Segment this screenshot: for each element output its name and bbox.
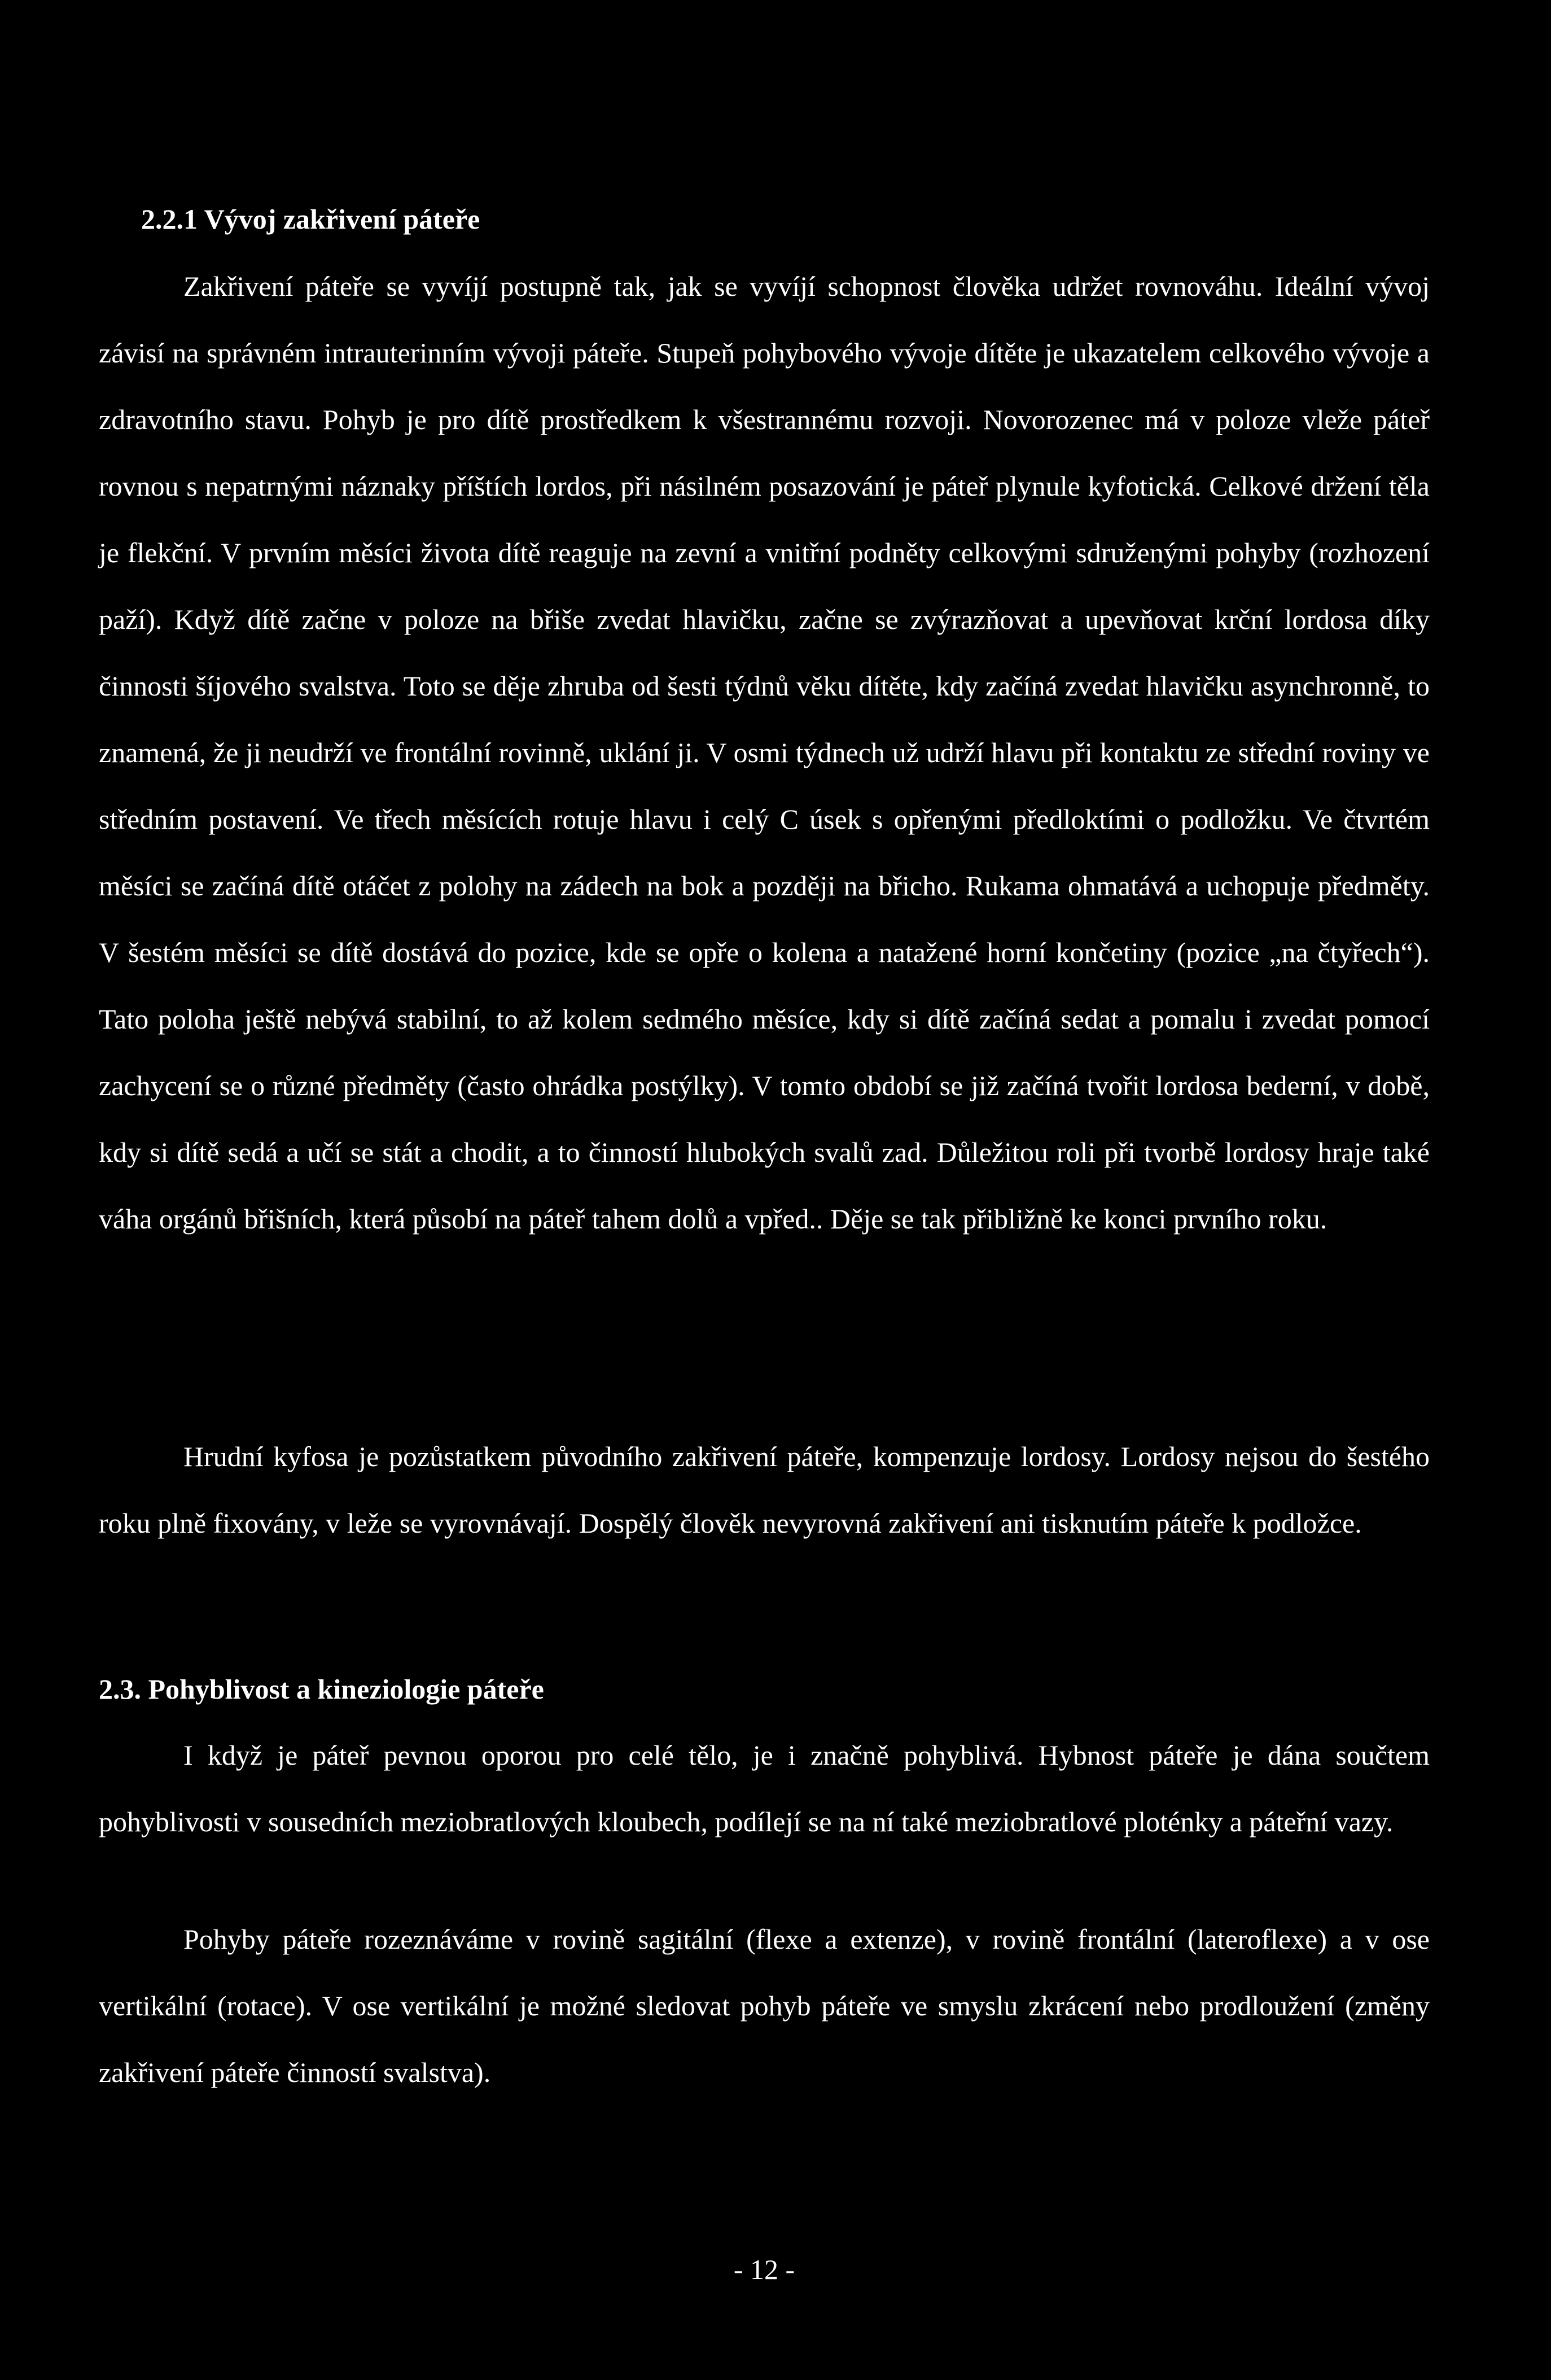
paragraph-spine-movements: Pohyby páteře rozeznáváme v rovině sagitální (flexe a extenze), v rovině frontální (lateroflexe) a v ose vertikální (rotace). V ose vertikální je možné sledovat pohyb páteře ve smyslu zkrácení nebo prodloužení (změny zakřivení páteře činností svalstva). [99,1923,1430,2088]
section-heading-2-3: 2.3. Pohyblivost a kineziologie páteře [99,1673,544,1705]
document-page [99,0,1430,2380]
paragraph-spine-mobility: I když je páteř pevnou oporou pro celé tělo, je i značně pohyblivá. Hybnost páteře je dána součtem pohyblivosti v sousedních meziobratlových kloubech, podílejí se na ní také meziobratlové ploténky a páteřní vazy. [99,1739,1430,1838]
paragraph-spine-curvature-development: Zakřivení páteře se vyvíjí postupně tak, jak se vyvíjí schopnost člověka udržet rovnováhu. Ideální vývoj závisí na správném intrauterinním vývoji páteře. Stupeň pohybového vývoje dítěte je ukazatelem celkového vývoje a zdravotního stavu. Pohyb je pro dítě prostředkem k všestrannému rozvoji. Novorozenec má v poloze vleže páteř rovnou s nepatrnými náznaky příštích lordos, při násilném posazování je páteř plynule kyfotická. Celkové držení těla je flekční. V prvním měsíci života dítě reaguje na zevní a vnitřní podněty celkovými sdruženými pohyby (rozhození paží). Když dítě začne v poloze na břiše zvedat hlavičku, začne se zvýrazňovat a upevňovat krční lordosa díky činnosti šíjového svalstva. Toto se děje zhruba od šesti týdnů věku dítěte, kdy začíná zvedat hlavičku asynchronně, to znamená, že ji neudrží ve frontální rovinně, uklání ji. V osmi týdnech už udrží hlavu při kontaktu ze střední roviny ve středním postavení. Ve třech měsících rotuje hlavu i celý C úsek s opřenými předloktími o podložku. Ve čtvrtém měsíci se začíná dítě otáčet z polohy na zádech na bok a později na břicho. Rukama ohmatává a uchopuje předměty. V šestém měsíci se dítě dostává do pozice, kde se opře o kolena a natažené horní končetiny (pozice „na čtyřech“). Tato poloha ještě nebývá stabilní, to až kolem sedmého měsíce, kdy si dítě začíná sedat a pomalu i zvedat pomocí zachycení se o různé předměty (často ohrádka postýlky). V tomto období se již začíná tvořit lordosa bederní, v době, kdy si dítě sedá a učí se stát a chodit, a to činností hlubokých svalů zad. Důležitou roli při tvorbě lordosy hraje také váha orgánů břišních, která působí na páteř tahem dolů a vpřed.. Děje se tak přibližně ke konci prvního roku. [99,270,1430,1235]
page-number: - 12 - [733,2254,795,2285]
section-heading-2-2-1: 2.2.1 Vývoj zakřivení páteře [141,203,480,235]
paragraph-thoracic-kyphosis: Hrudní kyfosa je pozůstatkem původního zakřivení páteře, kompenzuje lordosy. Lordosy nejsou do šestého roku plně fixovány, v leže se vyrovnávají. Dospělý člověk nevyrovná zakřivení ani tisknutím páteře k podložce. [99,1441,1430,1539]
